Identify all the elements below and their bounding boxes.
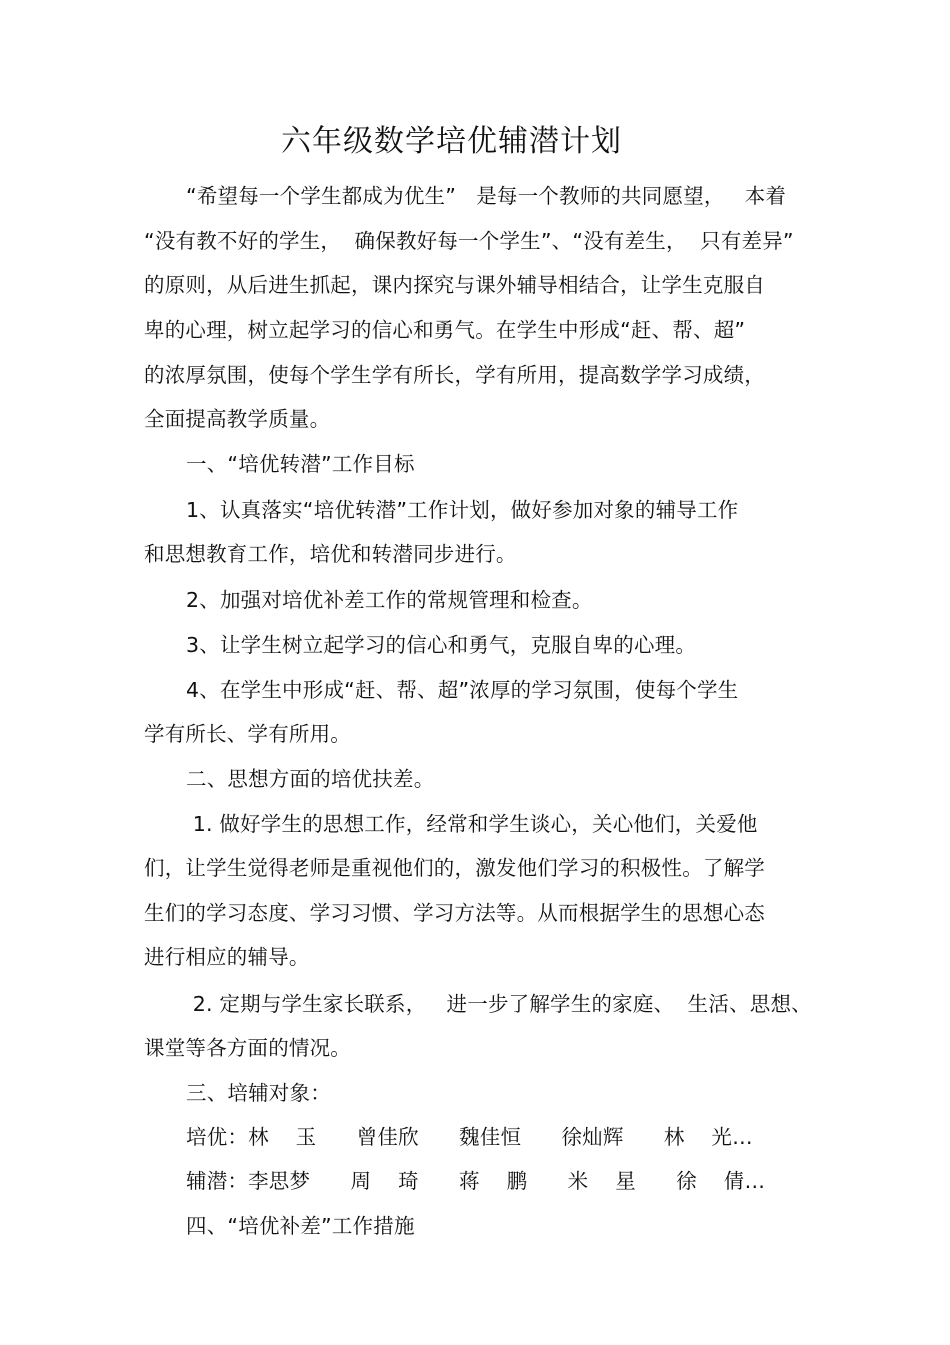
goal-1-line-1: 1、认真落实“培优转潜”工作计划，做好参加对象的辅导工作 xyxy=(186,498,739,522)
section-heading-3: 三、培辅对象： xyxy=(186,1081,331,1105)
thought-1-line-1: 1. 做好学生的思想工作，经常和学生谈心，关心他们，关爱他 xyxy=(186,812,758,836)
intro-line-3: 的原则，从后进生抓起，课内探究与课外辅导相结合，让学生克服自 xyxy=(144,273,765,297)
thought-1-line-4: 进行相应的辅导。 xyxy=(144,945,310,969)
section-heading-1: 一、“培优转潜”工作目标 xyxy=(186,452,415,476)
intro-line-5: 的浓厚氛围，使每个学生学有所长，学有所用，提高数学学习成绩， xyxy=(144,363,765,387)
section-heading-2: 二、思想方面的培优扶差。 xyxy=(186,767,435,791)
top-students-line: 培优：林 玉 曾佳欣 魏佳恒 徐灿辉 林 光… xyxy=(186,1125,753,1149)
thought-1-line-3: 生们的学习态度、学习习惯、学习方法等。从而根据学生的思想心态 xyxy=(144,901,765,925)
thought-2-line-2: 课堂等各方面的情况。 xyxy=(144,1036,351,1060)
goal-1-line-2: 和思想教育工作，培优和转潜同步进行。 xyxy=(144,542,517,566)
goal-2: 2、加强对培优补差工作的常规管理和检查。 xyxy=(186,588,593,612)
section-heading-4: 四、“培优补差”工作措施 xyxy=(186,1214,415,1238)
intro-line-4: 卑的心理，树立起学习的信心和勇气。在学生中形成“赶、帮、超” xyxy=(144,318,746,342)
intro-line-2: “没有教不好的学生， 确保教好每一个学生”、“没有差生， 只有差异” xyxy=(144,229,794,253)
goal-4-line-1: 4、在学生中形成“赶、帮、超”浓厚的学习氛围，使每个学生 xyxy=(186,678,739,702)
goal-4-line-2: 学有所长、学有所用。 xyxy=(144,722,351,746)
thought-2-line-1: 2. 定期与学生家长联系， 进一步了解学生的家庭、 生活、思想、 xyxy=(186,992,812,1016)
intro-line-6: 全面提高教学质量。 xyxy=(144,407,331,431)
goal-3: 3、让学生树立起学习的信心和勇气，克服自卑的心理。 xyxy=(186,633,697,657)
intro-line-1: “希望每一个学生都成为优生” 是每一个教师的共同愿望， 本着 xyxy=(186,184,787,208)
document-title: 六年级数学培优辅潜计划 xyxy=(281,124,622,159)
thought-1-line-2: 们，让学生觉得老师是重视他们的，激发他们学习的积极性。了解学 xyxy=(144,856,765,880)
support-students-line: 辅潜：李思梦 周 琦 蒋 鹏 米 星 徐 倩… xyxy=(186,1169,766,1193)
